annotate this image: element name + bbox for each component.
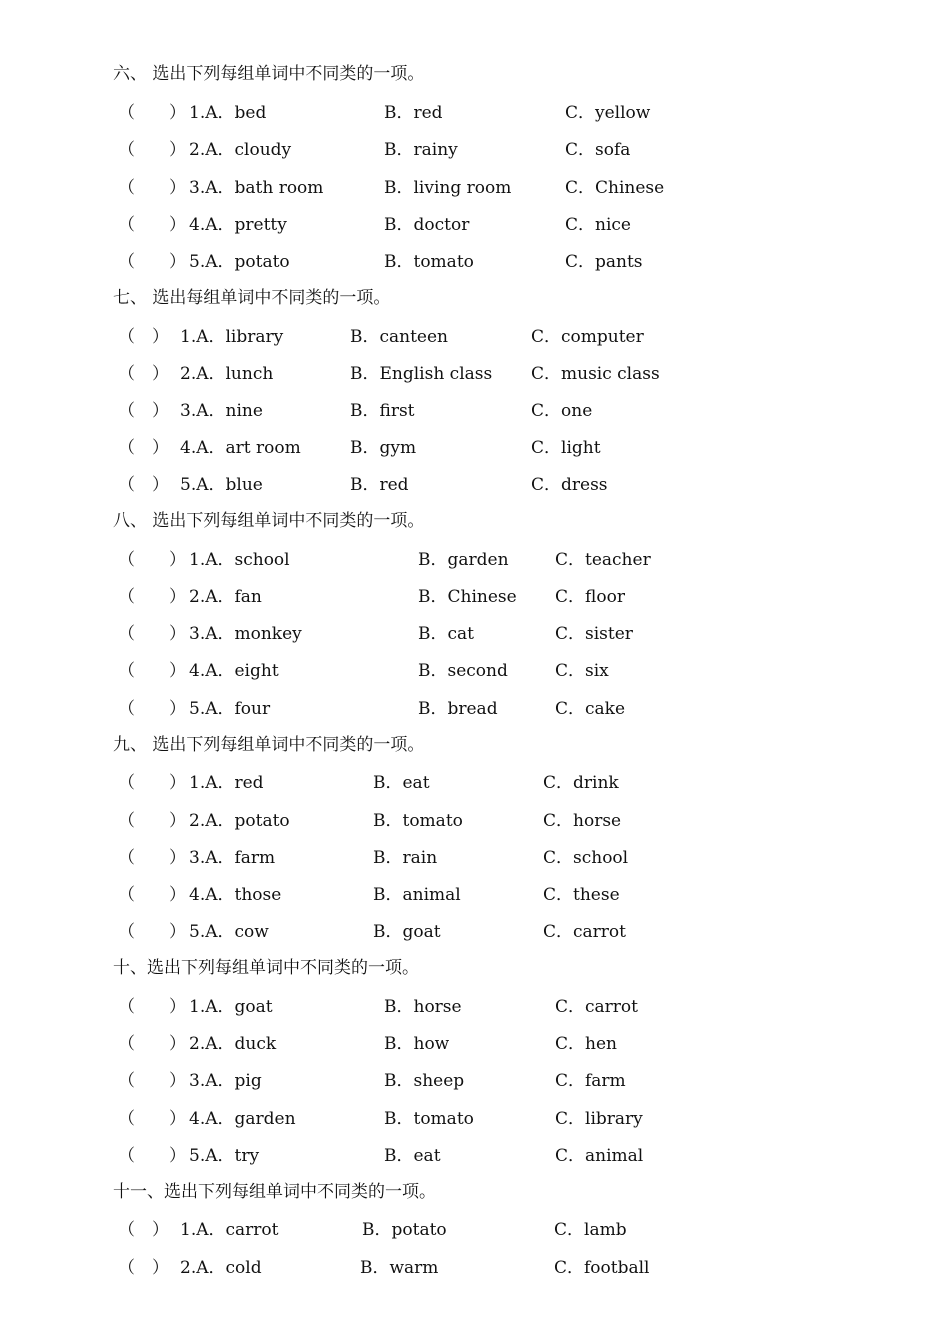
question-row xyxy=(0,1250,950,1287)
answer-blank[interactable]: （ ） xyxy=(118,178,186,198)
option-c: C．farm xyxy=(555,1071,626,1091)
answer-blank[interactable]: （ ） xyxy=(118,401,169,421)
question-row xyxy=(0,430,950,467)
question-row xyxy=(0,653,950,690)
option-b: B．how xyxy=(384,1034,450,1054)
answer-blank[interactable]: （ ） xyxy=(118,364,169,384)
option-a: 2.A．potato xyxy=(189,811,290,831)
question-row xyxy=(0,95,950,132)
option-c: C．teacher xyxy=(555,550,651,570)
option-a: 5.A．blue xyxy=(180,475,263,495)
answer-blank[interactable]: （ ） xyxy=(118,475,169,495)
option-a: 1.A．bed xyxy=(189,103,267,123)
option-a: 5.A．potato xyxy=(189,252,290,272)
option-b: B．English class xyxy=(350,364,493,384)
answer-blank[interactable]: （ ） xyxy=(118,699,186,719)
question-row xyxy=(0,1026,950,1063)
option-c: C．nice xyxy=(565,215,631,235)
option-c: C．carrot xyxy=(543,922,626,942)
answer-blank[interactable]: （ ） xyxy=(118,922,186,942)
question-row xyxy=(0,132,950,169)
question-row xyxy=(0,877,950,914)
answer-blank[interactable]: （ ） xyxy=(118,773,186,793)
answer-blank[interactable]: （ ） xyxy=(118,624,186,644)
option-a: 4.A．eight xyxy=(189,661,279,681)
option-c: C．drink xyxy=(543,773,619,793)
option-a: 3.A．nine xyxy=(180,401,263,421)
question-row xyxy=(0,542,950,579)
section-title: 十一、选出下列每组单词中不同类的一项。 xyxy=(113,1182,436,1202)
option-a: 1.A．red xyxy=(189,773,264,793)
answer-blank[interactable]: （ ） xyxy=(118,885,186,905)
question-row xyxy=(0,170,950,207)
option-b: B．cat xyxy=(418,624,474,644)
question-row xyxy=(0,393,950,430)
option-b: B．tomato xyxy=(384,1109,474,1129)
option-b: B．potato xyxy=(362,1220,447,1240)
answer-blank[interactable]: （ ） xyxy=(118,1146,186,1166)
option-a: 2.A．cloudy xyxy=(189,140,292,160)
option-c: C．sofa xyxy=(565,140,631,160)
answer-blank[interactable]: （ ） xyxy=(118,550,186,570)
option-a: 4.A．those xyxy=(189,885,282,905)
question-row xyxy=(0,319,950,356)
option-c: C．horse xyxy=(543,811,622,831)
option-c: C．floor xyxy=(555,587,625,607)
answer-blank[interactable]: （ ） xyxy=(118,997,186,1017)
option-c: C．light xyxy=(531,438,601,458)
question-row xyxy=(0,691,950,728)
option-b: B．second xyxy=(418,661,508,681)
option-b: B．sheep xyxy=(384,1071,465,1091)
option-c: C．music class xyxy=(531,364,660,384)
option-a: 2.A．duck xyxy=(189,1034,277,1054)
answer-blank[interactable]: （ ） xyxy=(118,1071,186,1091)
question-row xyxy=(0,356,950,393)
option-a: 3.A．monkey xyxy=(189,624,302,644)
option-b: B．warm xyxy=(360,1258,439,1278)
option-a: 5.A．cow xyxy=(189,922,269,942)
option-c: C．yellow xyxy=(565,103,651,123)
section-title: 六、 选出下列每组单词中不同类的一项。 xyxy=(113,64,425,84)
option-a: 5.A．try xyxy=(189,1146,260,1166)
question-row xyxy=(0,244,950,281)
option-c: C．lamb xyxy=(554,1220,627,1240)
question-row xyxy=(0,840,950,877)
option-c: C．animal xyxy=(555,1146,644,1166)
option-a: 3.A．farm xyxy=(189,848,276,868)
answer-blank[interactable]: （ ） xyxy=(118,1109,186,1129)
option-c: C．carrot xyxy=(555,997,638,1017)
option-a: 1.A．school xyxy=(189,550,290,570)
option-b: B．animal xyxy=(373,885,461,905)
answer-blank[interactable]: （ ） xyxy=(118,587,186,607)
option-b: B．rain xyxy=(373,848,438,868)
option-a: 4.A．pretty xyxy=(189,215,287,235)
question-row xyxy=(0,1138,950,1175)
option-a: 3.A．pig xyxy=(189,1071,262,1091)
option-b: B．first xyxy=(350,401,415,421)
option-b: B．canteen xyxy=(350,327,448,347)
question-row xyxy=(0,914,950,951)
option-a: 2.A．lunch xyxy=(180,364,274,384)
section-title: 八、 选出下列每组单词中不同类的一项。 xyxy=(113,511,425,531)
answer-blank[interactable]: （ ） xyxy=(118,661,186,681)
question-row xyxy=(0,1063,950,1100)
option-b: B．eat xyxy=(384,1146,441,1166)
option-a: 4.A．garden xyxy=(189,1109,296,1129)
option-b: B．living room xyxy=(384,178,512,198)
option-b: B．bread xyxy=(418,699,498,719)
option-c: C．Chinese xyxy=(565,178,665,198)
question-row xyxy=(0,616,950,653)
option-b: B．Chinese xyxy=(418,587,517,607)
answer-blank[interactable]: （ ） xyxy=(118,811,186,831)
option-c: C．pants xyxy=(565,252,643,272)
option-c: C．six xyxy=(555,661,609,681)
option-b: B．eat xyxy=(373,773,430,793)
option-b: B．doctor xyxy=(384,215,470,235)
option-a: 1.A．library xyxy=(180,327,284,347)
option-c: C．library xyxy=(555,1109,643,1129)
section-title: 十、选出下列每组单词中不同类的一项。 xyxy=(113,958,419,978)
question-row xyxy=(0,579,950,616)
option-b: B．red xyxy=(350,475,409,495)
option-a: 3.A．bath room xyxy=(189,178,324,198)
question-row xyxy=(0,803,950,840)
option-c: C．school xyxy=(543,848,629,868)
answer-blank[interactable]: （ ） xyxy=(118,438,169,458)
option-c: C．hen xyxy=(555,1034,617,1054)
answer-blank[interactable]: （ ） xyxy=(118,215,186,235)
answer-blank[interactable]: （ ） xyxy=(118,1220,169,1240)
option-c: C．dress xyxy=(531,475,608,495)
option-c: C．these xyxy=(543,885,620,905)
option-b: B．red xyxy=(384,103,443,123)
section-title: 九、 选出下列每组单词中不同类的一项。 xyxy=(113,735,425,755)
option-b: B．goat xyxy=(373,922,441,942)
answer-blank[interactable]: （ ） xyxy=(118,1258,169,1278)
question-row xyxy=(0,207,950,244)
option-a: 5.A．four xyxy=(189,699,271,719)
option-a: 4.A．art room xyxy=(180,438,301,458)
question-row xyxy=(0,1212,950,1249)
option-a: 2.A．fan xyxy=(189,587,262,607)
answer-blank[interactable]: （ ） xyxy=(118,327,169,347)
answer-blank[interactable]: （ ） xyxy=(118,103,186,123)
option-c: C．cake xyxy=(555,699,626,719)
option-c: C．one xyxy=(531,401,593,421)
question-row xyxy=(0,989,950,1026)
option-a: 1.A．carrot xyxy=(180,1220,279,1240)
option-c: C．sister xyxy=(555,624,633,644)
option-b: B．horse xyxy=(384,997,462,1017)
option-b: B．rainy xyxy=(384,140,458,160)
option-b: B．tomato xyxy=(384,252,474,272)
answer-blank[interactable]: （ ） xyxy=(118,1034,186,1054)
option-a: 2.A．cold xyxy=(180,1258,262,1278)
option-c: C．computer xyxy=(531,327,644,347)
answer-blank[interactable]: （ ） xyxy=(118,140,186,160)
answer-blank[interactable]: （ ） xyxy=(118,252,186,272)
answer-blank[interactable]: （ ） xyxy=(118,848,186,868)
option-b: B．garden xyxy=(418,550,509,570)
option-b: B．gym xyxy=(350,438,417,458)
question-row xyxy=(0,765,950,802)
question-row xyxy=(0,467,950,504)
option-a: 1.A．goat xyxy=(189,997,273,1017)
option-c: C．football xyxy=(554,1258,650,1278)
option-b: B．tomato xyxy=(373,811,463,831)
section-title: 七、 选出每组单词中不同类的一项。 xyxy=(113,288,391,308)
question-row xyxy=(0,1101,950,1138)
